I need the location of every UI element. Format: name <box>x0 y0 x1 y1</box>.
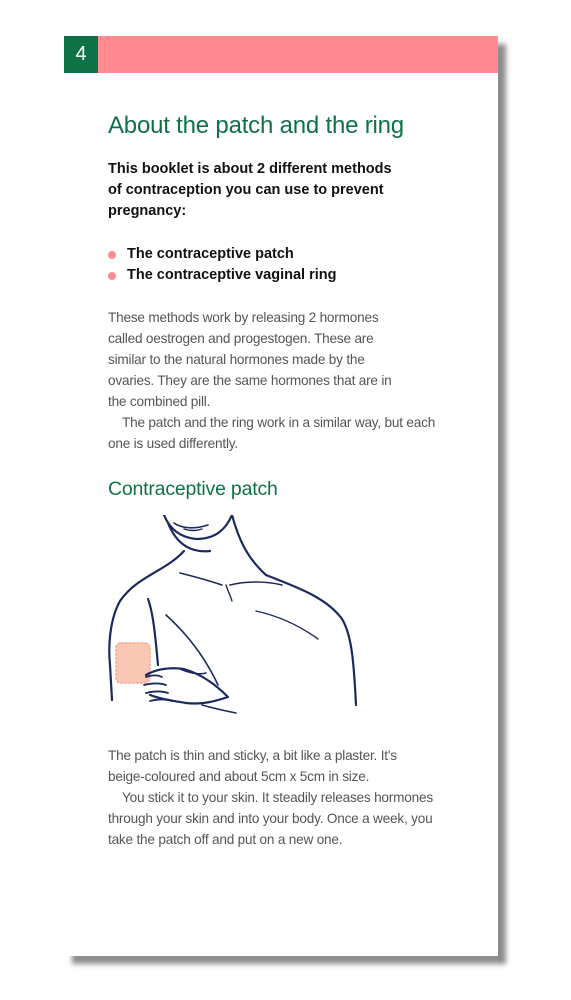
hand-outline <box>146 668 228 703</box>
finger-4 <box>150 700 172 702</box>
section-title: About the patch and the ring <box>108 112 404 139</box>
bullet-dot-icon <box>108 272 116 280</box>
neck-right <box>232 515 266 575</box>
list-item: The contraceptive patch <box>108 244 438 265</box>
intro-section <box>108 112 438 501</box>
finger-3 <box>146 692 168 694</box>
list-item: The contraceptive vaginal ring <box>108 265 438 286</box>
body-paragraph: The patch and the ring work in a similar way, but each one is used differently. <box>108 415 436 451</box>
collarbone-left <box>180 573 222 585</box>
page-number: 4 <box>64 36 98 73</box>
patch-heading: Contraceptive patch <box>108 478 278 500</box>
collarbone-right <box>230 582 282 585</box>
methods-list <box>108 244 438 286</box>
patch-paragraph: You stick it to your skin. It steadily releases hormones through your skin and into your body. Once a week, you take the patch off and put on a new one. <box>108 790 433 847</box>
finger-1 <box>146 676 162 678</box>
body-paragraph: These methods work by releasing 2 hormones called oestrogen and progestogen. These are similar to the natural hormones made by the ovaries. They are the same hormones that are in the combined pill. <box>108 310 392 409</box>
wrist <box>202 705 236 713</box>
mouth-line <box>174 523 208 528</box>
bullet-dot-icon <box>108 251 116 259</box>
finger-2 <box>144 684 166 686</box>
lead-paragraph: This booklet is about 2 different methods of contraception you can use to prevent pregnancy: <box>108 161 392 219</box>
mouth-lower <box>184 529 202 531</box>
header-band <box>64 36 498 73</box>
torso-center <box>166 615 218 685</box>
patch-illustration <box>106 515 366 720</box>
right-shoulder <box>266 575 356 705</box>
patch-section <box>108 745 433 850</box>
chest-right <box>256 611 318 639</box>
sternum-line <box>226 585 232 601</box>
patch-paragraph: The patch is thin and sticky, a bit like a plaster. It's beige-coloured and about 5cm x 5cm in size. <box>108 748 397 784</box>
skin-patch <box>116 643 150 683</box>
